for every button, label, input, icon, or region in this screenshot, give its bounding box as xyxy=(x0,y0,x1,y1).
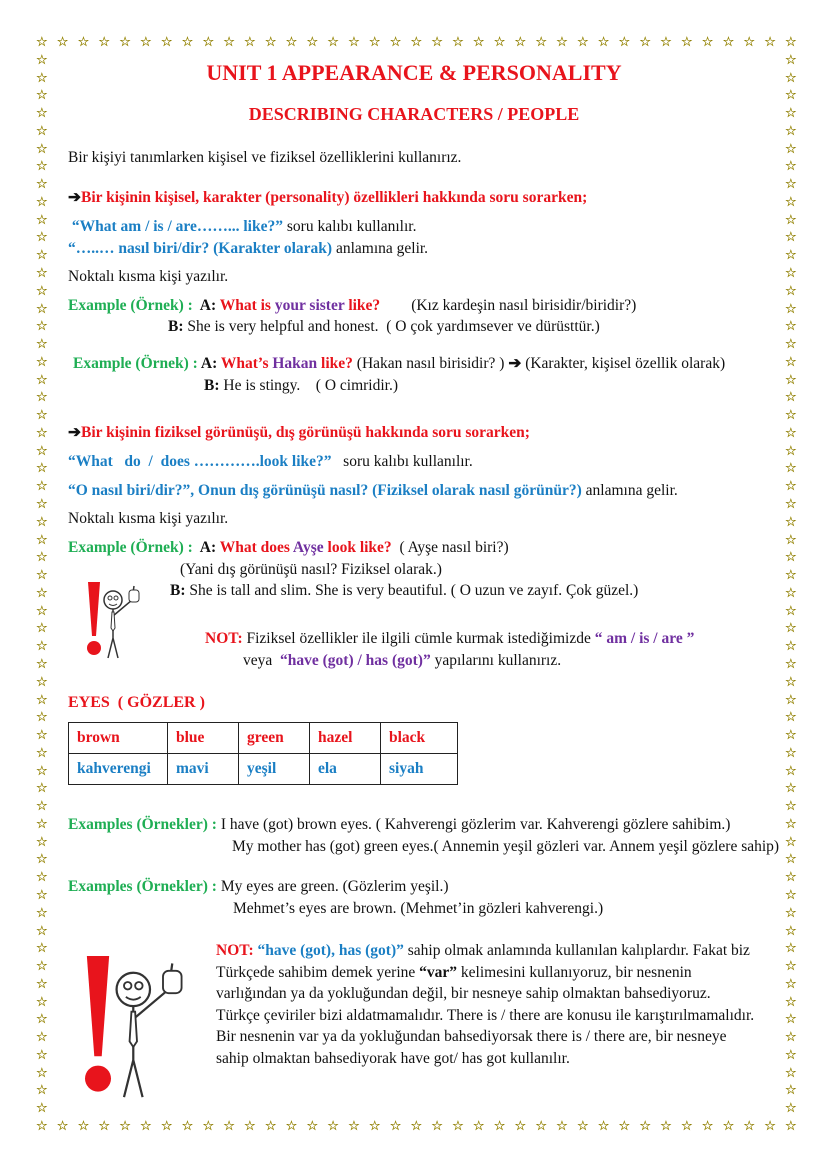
star-icon: ☆ xyxy=(785,106,797,122)
star-icon: ☆ xyxy=(743,35,756,50)
star-icon: ☆ xyxy=(36,585,48,601)
star-icon: ☆ xyxy=(785,372,797,388)
star-icon: ☆ xyxy=(785,852,797,868)
text-segment: “What do / does ………….look like?” xyxy=(68,453,332,470)
star-icon: ☆ xyxy=(618,35,631,50)
star-icon: ☆ xyxy=(244,35,256,50)
star-icon: ☆ xyxy=(785,1065,797,1081)
text-segment: Example (Örnek) : xyxy=(73,355,201,372)
star-icon: ☆ xyxy=(36,1012,48,1028)
star-icon: ☆ xyxy=(785,212,797,228)
star-icon: ☆ xyxy=(785,905,797,921)
star-icon: ☆ xyxy=(223,35,235,50)
text-segment: He is stingy. ( O cimridir.) xyxy=(223,377,399,394)
star-icon: ☆ xyxy=(36,834,48,850)
star-icon: ☆ xyxy=(223,1119,235,1134)
star-icon: ☆ xyxy=(389,35,402,50)
star-icon: ☆ xyxy=(785,603,797,619)
star-icon: ☆ xyxy=(785,35,797,50)
star-icon: ☆ xyxy=(36,745,48,761)
text-line xyxy=(68,149,461,167)
table-cell: black xyxy=(381,723,458,754)
text-segment: “have (got) / has (got)” xyxy=(280,652,431,669)
star-icon: ☆ xyxy=(785,1030,797,1046)
star-icon: ☆ xyxy=(576,1119,589,1134)
text-segment: soru kalıbı kullanılır. xyxy=(331,453,473,470)
star-icon: ☆ xyxy=(368,35,381,50)
text-segment: like? xyxy=(348,297,381,314)
text-segment: My eyes are green. (Gözlerim yeşil.) xyxy=(220,878,449,895)
star-icon: ☆ xyxy=(493,35,506,50)
text-segment: anlamına gelir. xyxy=(581,482,678,499)
star-icon: ☆ xyxy=(181,35,194,50)
arrow-right-icon: ➔ xyxy=(68,189,81,206)
text-line xyxy=(73,355,725,373)
text-segment: “var” xyxy=(419,963,458,981)
star-icon: ☆ xyxy=(36,639,48,655)
star-icon: ☆ xyxy=(639,1119,652,1134)
star-icon: ☆ xyxy=(36,816,48,832)
star-icon: ☆ xyxy=(785,674,797,690)
star-icon: ☆ xyxy=(36,319,48,335)
star-icon: ☆ xyxy=(36,1030,48,1046)
star-icon: ☆ xyxy=(77,1119,90,1134)
star-icon: ☆ xyxy=(597,35,610,50)
star-icon: ☆ xyxy=(36,692,48,708)
star-icon: ☆ xyxy=(36,248,48,264)
star-icon: ☆ xyxy=(764,1119,776,1134)
section-heading-eyes xyxy=(68,694,205,712)
text-segment: B: xyxy=(168,318,188,335)
star-icon: ☆ xyxy=(36,497,48,513)
star-icon: ☆ xyxy=(785,656,797,672)
star-icon: ☆ xyxy=(98,35,111,50)
star-icon: ☆ xyxy=(36,656,48,672)
arrow-right-icon: ➔ xyxy=(68,424,81,441)
star-icon: ☆ xyxy=(743,1119,756,1134)
star-icon: ☆ xyxy=(36,621,48,637)
text-line xyxy=(68,189,587,207)
star-icon: ☆ xyxy=(202,35,215,50)
star-icon: ☆ xyxy=(36,1065,48,1081)
star-icon: ☆ xyxy=(785,283,797,299)
star-icon: ☆ xyxy=(785,1047,797,1063)
star-icon: ☆ xyxy=(785,976,797,992)
text-segment: Ayşe xyxy=(292,539,328,556)
table-cell: hazel xyxy=(310,723,381,754)
star-icon: ☆ xyxy=(785,994,797,1010)
star-icon: ☆ xyxy=(785,461,797,477)
star-icon: ☆ xyxy=(785,728,797,744)
star-icon: ☆ xyxy=(389,1119,402,1134)
text-line xyxy=(68,424,530,442)
star-icon: ☆ xyxy=(36,728,48,744)
text-segment: (Karakter, kişisel özellik olarak) xyxy=(521,355,726,372)
star-icon: ☆ xyxy=(36,994,48,1010)
star-icon: ☆ xyxy=(785,88,797,104)
star-icon: ☆ xyxy=(36,372,48,388)
text-line xyxy=(180,561,442,579)
text-segment: Noktalı kısma kişi yazılır. xyxy=(68,268,229,285)
star-icon: ☆ xyxy=(36,52,48,68)
star-icon: ☆ xyxy=(618,1119,631,1134)
text-line xyxy=(68,268,228,286)
exclamation-figure-large-icon xyxy=(72,945,202,1110)
text-segment: (Yani dış görünüşü nasıl? Fiziksel olarak.) xyxy=(180,561,442,578)
star-icon: ☆ xyxy=(36,1083,48,1099)
star-icon: ☆ xyxy=(431,35,443,50)
star-icon: ☆ xyxy=(56,35,69,50)
text-segment: soru kalıbı kullanılır. xyxy=(283,218,417,235)
star-icon: ☆ xyxy=(785,585,797,601)
text-segment: Examples (Örnekler) : xyxy=(68,816,221,833)
star-icon: ☆ xyxy=(785,337,797,353)
text-segment: Example (Örnek) : xyxy=(68,539,200,556)
star-icon: ☆ xyxy=(36,870,48,886)
star-icon: ☆ xyxy=(36,941,48,957)
star-icon: ☆ xyxy=(431,1119,443,1134)
star-icon: ☆ xyxy=(785,941,797,957)
star-icon: ☆ xyxy=(285,35,298,50)
star-icon: ☆ xyxy=(680,1119,693,1134)
star-icon: ☆ xyxy=(306,1119,319,1134)
star-icon: ☆ xyxy=(785,923,797,939)
star-icon: ☆ xyxy=(660,35,672,50)
star-icon: ☆ xyxy=(785,639,797,655)
star-icon: ☆ xyxy=(785,194,797,210)
star-icon: ☆ xyxy=(785,479,797,495)
star-icon: ☆ xyxy=(785,692,797,708)
star-icon: ☆ xyxy=(785,781,797,797)
star-icon: ☆ xyxy=(452,1119,464,1134)
star-icon: ☆ xyxy=(785,550,797,566)
star-icon: ☆ xyxy=(785,230,797,246)
star-icon: ☆ xyxy=(785,1101,797,1117)
star-icon: ☆ xyxy=(785,799,797,815)
text-line xyxy=(68,816,730,834)
star-icon: ☆ xyxy=(785,425,797,441)
star-icon: ☆ xyxy=(410,1119,423,1134)
star-icon: ☆ xyxy=(327,35,339,50)
star-icon: ☆ xyxy=(785,887,797,903)
star-icon: ☆ xyxy=(785,959,797,975)
star-icon: ☆ xyxy=(410,35,423,50)
text-segment: like? xyxy=(321,355,353,372)
star-icon: ☆ xyxy=(348,1119,360,1134)
text-segment: My mother has (got) green eyes.( Annemin yeşil gözleri var. Annem yeşil gözlere sahip) xyxy=(232,838,780,855)
star-icon: ☆ xyxy=(785,319,797,335)
text-segment: B: xyxy=(204,377,224,394)
text-segment: Hakan xyxy=(272,355,322,372)
text-segment: “What am / is / are……... like?” xyxy=(68,218,283,235)
text-segment: Mehmet’s eyes are brown. (Mehmet’in gözleri kahverengi.) xyxy=(233,900,604,917)
star-icon: ☆ xyxy=(785,621,797,637)
text-segment: your sister xyxy=(274,297,349,314)
star-icon: ☆ xyxy=(36,354,48,370)
text-segment: What does xyxy=(219,539,293,556)
text-segment: What’s xyxy=(220,355,273,372)
text-segment: Bir kişiyi tanımlarken kişisel ve fiziksel özelliklerini kullanırız. xyxy=(68,149,462,166)
star-icon: ☆ xyxy=(785,159,797,175)
star-icon: ☆ xyxy=(785,390,797,406)
star-icon: ☆ xyxy=(36,159,48,175)
star-icon: ☆ xyxy=(785,816,797,832)
star-icon: ☆ xyxy=(785,354,797,370)
text-segment: I have (got) brown eyes. ( Kahverengi gözlerim var. Kahverengi gözlere sahibim.) xyxy=(220,816,731,833)
star-icon: ☆ xyxy=(36,141,48,157)
star-icon: ☆ xyxy=(36,514,48,530)
star-icon: ☆ xyxy=(701,1119,714,1134)
text-line xyxy=(68,218,416,236)
star-icon: ☆ xyxy=(368,1119,381,1134)
star-icon: ☆ xyxy=(722,35,735,50)
text-segment: NOT: xyxy=(205,630,243,647)
star-icon: ☆ xyxy=(327,1119,339,1134)
star-icon: ☆ xyxy=(36,266,48,282)
star-icon: ☆ xyxy=(785,177,797,193)
text-segment: Fiziksel özellikler ile ilgili cümle kurmak istediğimizde xyxy=(242,630,595,647)
star-icon: ☆ xyxy=(36,390,48,406)
text-line xyxy=(233,900,603,918)
star-icon: ☆ xyxy=(785,710,797,726)
star-icon: ☆ xyxy=(785,1119,797,1134)
star-icon: ☆ xyxy=(535,1119,547,1134)
star-icon: ☆ xyxy=(160,1119,173,1134)
table-cell: green xyxy=(239,723,310,754)
text-line xyxy=(68,482,678,500)
text-line xyxy=(68,297,636,315)
star-icon: ☆ xyxy=(181,1119,194,1134)
star-icon: ☆ xyxy=(36,194,48,210)
text-line xyxy=(205,630,694,648)
table-cell: ela xyxy=(310,754,381,785)
star-icon: ☆ xyxy=(785,443,797,459)
star-icon: ☆ xyxy=(785,248,797,264)
text-line xyxy=(68,240,428,258)
exclamation-figure-icon xyxy=(80,578,150,663)
text-segment: What is xyxy=(219,297,275,314)
star-icon: ☆ xyxy=(514,1119,527,1134)
star-icon: ☆ xyxy=(285,1119,298,1134)
page-subtitle: DESCRIBING CHARACTERS / PEOPLE xyxy=(248,104,580,124)
star-icon: ☆ xyxy=(785,1083,797,1099)
text-line xyxy=(170,582,638,600)
table-cell: kahverengi xyxy=(69,754,168,785)
star-icon: ☆ xyxy=(36,710,48,726)
star-icon: ☆ xyxy=(36,781,48,797)
star-icon: ☆ xyxy=(36,35,48,50)
star-icon: ☆ xyxy=(36,301,48,317)
star-icon: ☆ xyxy=(36,1047,48,1063)
text-segment: ( Ayşe nasıl biri?) xyxy=(391,539,509,556)
text-segment: (Kız kardeşin nasıl birisidir/biridir?) xyxy=(380,297,637,314)
star-icon: ☆ xyxy=(785,70,797,86)
star-icon: ☆ xyxy=(639,35,652,50)
text-segment: look like? xyxy=(327,539,392,556)
star-icon: ☆ xyxy=(785,514,797,530)
text-segment: A: xyxy=(200,355,221,372)
text-segment: Example (Örnek) : xyxy=(68,297,200,314)
star-icon: ☆ xyxy=(36,106,48,122)
star-icon: ☆ xyxy=(348,35,360,50)
eyes-color-table xyxy=(68,722,458,785)
star-icon: ☆ xyxy=(36,550,48,566)
star-icon: ☆ xyxy=(56,1119,69,1134)
text-line xyxy=(243,652,561,670)
star-icon: ☆ xyxy=(306,35,319,50)
text-line xyxy=(68,510,228,528)
star-icon: ☆ xyxy=(119,35,131,50)
star-icon: ☆ xyxy=(36,1119,48,1134)
star-icon: ☆ xyxy=(785,834,797,850)
text-segment: Examples (Örnekler) : xyxy=(68,878,221,895)
text-segment: (Hakan nasıl birisidir? ) xyxy=(352,355,509,372)
note-have-got xyxy=(216,940,756,1069)
star-icon: ☆ xyxy=(202,1119,215,1134)
star-icon: ☆ xyxy=(535,35,547,50)
table-cell: yeşil xyxy=(239,754,310,785)
text-segment: kelimesini kullanıyoruz, bir nesnenin varlığından ya da yokluğundan değil, bir nesneye sahip olmaktan bahsediyoruz. Türkçe çeviriler bizi aldatmamalıdır. There is / there are konusu ile karıştırılmamalıdır. Bir nesnenin var ya da yokluğundan bahsediyorsak there is / there are, bir nesneye sahip olmaktan bahsediyorak have got/ has got kullanılır. xyxy=(216,963,755,1067)
star-icon: ☆ xyxy=(36,568,48,584)
star-icon: ☆ xyxy=(785,745,797,761)
star-icon: ☆ xyxy=(785,301,797,317)
star-icon: ☆ xyxy=(785,123,797,139)
star-icon: ☆ xyxy=(36,923,48,939)
star-icon: ☆ xyxy=(36,212,48,228)
star-icon: ☆ xyxy=(264,35,277,50)
star-icon: ☆ xyxy=(493,1119,506,1134)
text-line xyxy=(68,453,473,471)
star-icon: ☆ xyxy=(785,408,797,424)
star-icon: ☆ xyxy=(264,1119,277,1134)
star-icon: ☆ xyxy=(785,52,797,68)
text-segment: veya xyxy=(243,652,281,669)
table-cell: blue xyxy=(168,723,239,754)
text-segment: B: xyxy=(170,582,190,599)
text-line xyxy=(232,838,779,856)
text-segment: Bir kişinin kişisel, karakter (personality) özellikleri hakkında soru sorarken; xyxy=(81,189,588,206)
star-icon: ☆ xyxy=(36,461,48,477)
star-icon: ☆ xyxy=(36,959,48,975)
star-icon: ☆ xyxy=(36,763,48,779)
star-icon: ☆ xyxy=(597,1119,610,1134)
text-segment: Bir kişinin fiziksel görünüşü, dış görünüşü hakkında soru sorarken; xyxy=(81,424,530,441)
star-icon: ☆ xyxy=(452,35,464,50)
text-segment: Noktalı kısma kişi yazılır. xyxy=(68,510,229,527)
star-icon: ☆ xyxy=(36,283,48,299)
star-icon: ☆ xyxy=(36,479,48,495)
star-icon: ☆ xyxy=(77,35,90,50)
english-row xyxy=(69,723,458,754)
star-icon: ☆ xyxy=(576,35,589,50)
star-icon: ☆ xyxy=(701,35,714,50)
text-segment: EYES ( GÖZLER ) xyxy=(68,694,205,711)
star-icon: ☆ xyxy=(785,266,797,282)
text-segment: anlamına gelir. xyxy=(332,240,429,257)
star-icon: ☆ xyxy=(36,337,48,353)
star-icon: ☆ xyxy=(98,1119,111,1134)
star-icon: ☆ xyxy=(36,425,48,441)
star-icon: ☆ xyxy=(556,1119,568,1134)
star-icon: ☆ xyxy=(36,532,48,548)
star-icon: ☆ xyxy=(785,532,797,548)
text-segment: She is very helpful and honest. ( O çok yardımsever ve dürüsttür.) xyxy=(187,318,600,335)
star-icon: ☆ xyxy=(140,1119,152,1134)
star-icon: ☆ xyxy=(785,1012,797,1028)
text-segment: NOT: xyxy=(216,942,258,959)
text-segment: “O nasıl biri/dir?”, Onun dış görünüşü nasıl? (Fiziksel olarak nasıl görünür?) xyxy=(68,482,582,499)
star-icon: ☆ xyxy=(36,443,48,459)
star-icon: ☆ xyxy=(36,177,48,193)
star-icon: ☆ xyxy=(36,852,48,868)
star-icon: ☆ xyxy=(556,35,568,50)
star-icon: ☆ xyxy=(785,568,797,584)
star-icon: ☆ xyxy=(785,141,797,157)
page-title: UNIT 1 APPEARANCE & PERSONALITY xyxy=(206,60,622,85)
text-line xyxy=(68,539,509,557)
table-cell: mavi xyxy=(168,754,239,785)
star-icon: ☆ xyxy=(36,799,48,815)
star-icon: ☆ xyxy=(36,408,48,424)
star-icon: ☆ xyxy=(36,70,48,86)
text-segment: “ am / is / are ” xyxy=(594,630,695,647)
text-line xyxy=(168,318,600,336)
star-icon: ☆ xyxy=(244,1119,256,1134)
star-icon: ☆ xyxy=(36,123,48,139)
text-segment: yapılarını kullanırız. xyxy=(430,652,562,669)
star-icon: ☆ xyxy=(722,1119,735,1134)
star-icon: ☆ xyxy=(36,976,48,992)
arrow-right-icon: ➔ xyxy=(508,355,522,372)
star-icon: ☆ xyxy=(36,230,48,246)
star-icon: ☆ xyxy=(36,674,48,690)
star-icon: ☆ xyxy=(680,35,693,50)
star-icon: ☆ xyxy=(119,1119,131,1134)
star-icon: ☆ xyxy=(785,763,797,779)
text-line xyxy=(204,377,398,395)
text-segment: “have (got), has (got)” xyxy=(257,942,404,959)
star-icon: ☆ xyxy=(36,905,48,921)
table-cell: brown xyxy=(69,723,168,754)
star-icon: ☆ xyxy=(514,35,527,50)
star-icon: ☆ xyxy=(785,870,797,886)
star-icon: ☆ xyxy=(36,88,48,104)
table-cell: siyah xyxy=(381,754,458,785)
star-icon: ☆ xyxy=(764,35,776,50)
turkish-row xyxy=(69,754,458,785)
star-icon: ☆ xyxy=(785,497,797,513)
text-segment: She is tall and slim. She is very beautiful. ( O uzun ve zayıf. Çok güzel.) xyxy=(189,582,639,599)
star-icon: ☆ xyxy=(36,603,48,619)
text-line xyxy=(68,878,449,896)
text-segment: A: xyxy=(199,297,220,314)
star-icon: ☆ xyxy=(472,1119,485,1134)
star-icon: ☆ xyxy=(36,1101,48,1117)
text-segment: “…..… nasıl biri/dir? (Karakter olarak) xyxy=(68,240,333,257)
star-icon: ☆ xyxy=(472,35,485,50)
text-segment: sahip olmak anlamında kullanılan kalıplardır. Fakat biz Türkçede sahibim demek yerine xyxy=(216,942,750,981)
star-icon: ☆ xyxy=(660,1119,672,1134)
star-icon: ☆ xyxy=(160,35,173,50)
star-icon: ☆ xyxy=(140,35,152,50)
star-icon: ☆ xyxy=(36,887,48,903)
text-segment: A: xyxy=(199,539,220,556)
